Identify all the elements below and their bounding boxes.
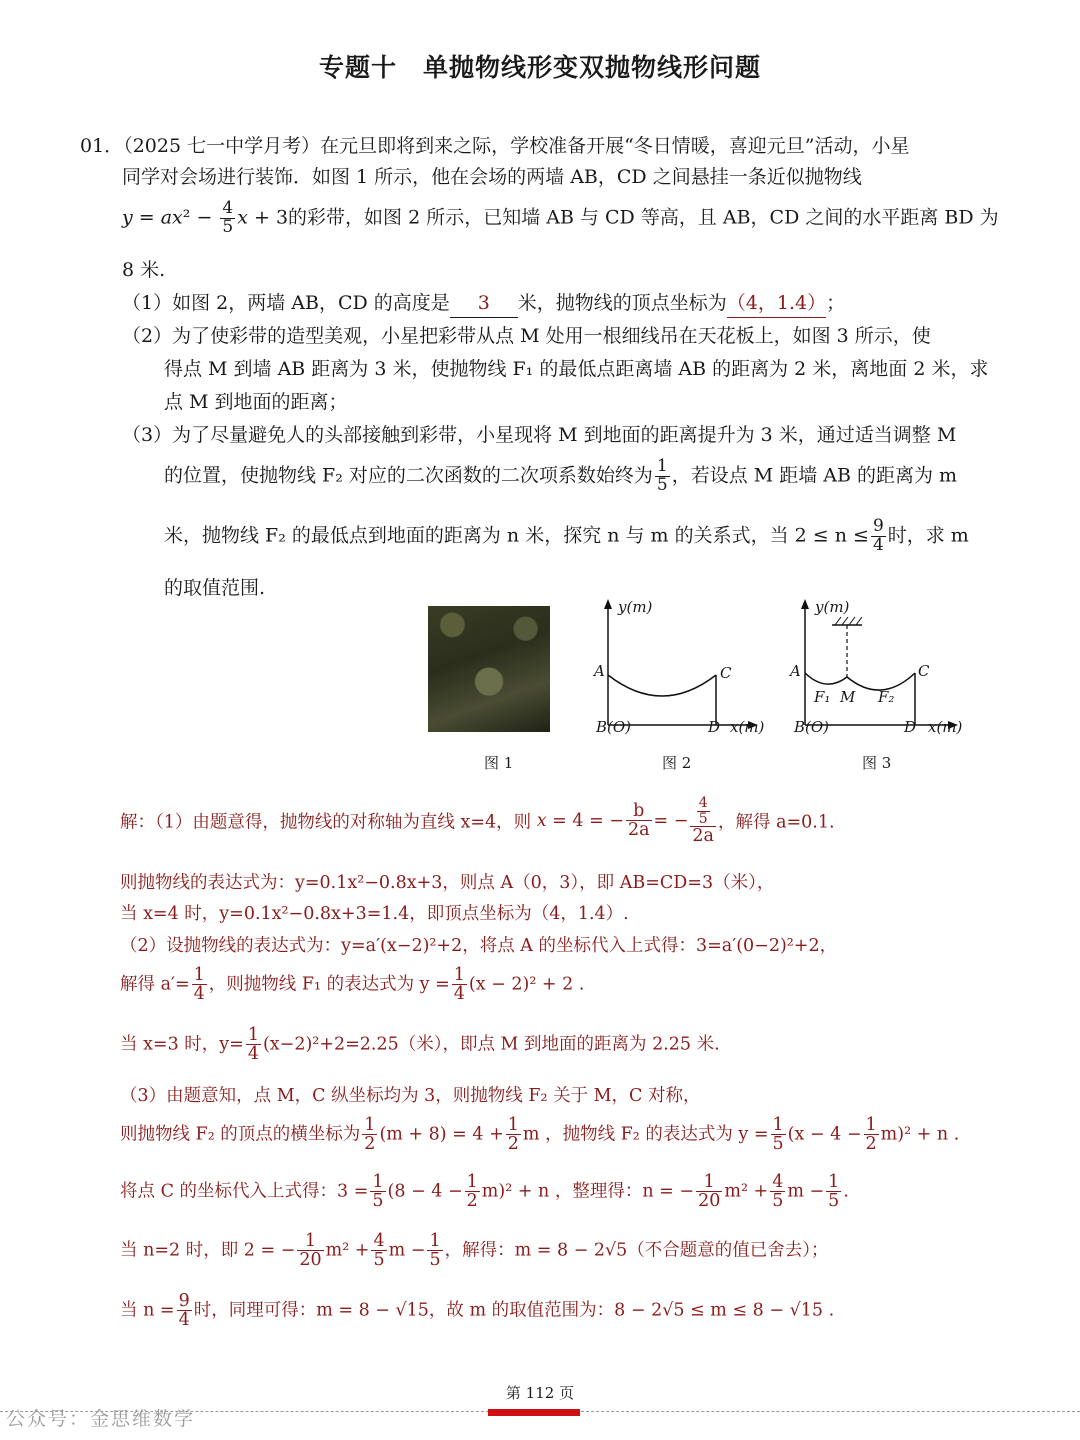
fig3-y-label: y(m) [815,598,850,616]
figure-2-caption: 图 2 [662,754,692,772]
fraction: $\frac{4}{5}$ [373,1231,385,1271]
fraction: $\frac{9}{4}$ [178,1291,190,1331]
solution-line-5: 解得 a′= $\frac{1}{4}$ ，则抛物线 F₁ 的表达式为 y = $\frac{1}{4}$ (x − 2)² + 2 . [120,965,585,1005]
figure-1-caption: 图 1 [484,754,514,772]
fraction: $\frac{4}{5}$ [772,1172,784,1212]
fraction: $\frac{1}{2}$ [466,1172,478,1212]
part1: （1）如图 2，两墙 AB，CD 的高度是 3 米，抛物线的顶点坐标为（4，1.4）； [122,289,845,318]
fraction: $\frac{4}{5}$ [698,795,708,827]
part2-line-3: 点 M 到地面的距离； [164,391,348,413]
watermark: 公众号：金思维数学 [6,1408,196,1430]
fraction: $\frac{1}{5}$ [372,1172,384,1212]
solution-line-1: 解：（1）由题意得，抛物线的对称轴为直线 x=4，则 x = 4 = − $\frac{b}{2a}$ = − $\frac{\frac{4}{5}}{2a}$ ，解得 a=0.1. [120,795,835,847]
fig3-label-f1: F₁ [814,688,831,706]
fig3-x-label: x(m) [928,718,963,736]
fig3-label-bo: B(O) [794,718,830,736]
fig3-label-c: C [918,662,930,680]
part3-line-1: （3）为了尽量避免人的头部接触到彩带，小星现将 M 到地面的距离提升为 3 米，通过适当调整 M [122,424,957,446]
part3-line-2: 的位置，使抛物线 F₂ 对应的二次函数的二次项系数始终为 $\frac{1}{5}$ ，若设点 M 距墙 AB 的距离为 m [164,456,958,495]
answer-blank-2: （4，1.4） [727,289,826,318]
fraction: $\frac{1}{20}$ [698,1172,721,1212]
solution-line-2: 则抛物线的表达式为：y=0.1x²−0.8x+3，则点 A（0，3），即 AB=CD=3（米）， [120,873,775,893]
page-number: 第 112 页 [505,1384,575,1402]
solution-line-9: 将点 C 的坐标代入上式得：3 = $\frac{1}{5}$ (8 − 4 − $\frac{1}{2}$ m)² + n ，整理得：n = − $\frac{1}{20}$ m² + $\frac{4}{5}$ m − $\frac{1}{5}$ . [120,1172,849,1212]
fraction: $\frac{1}{2}$ [507,1115,519,1155]
fraction: $\frac{1}{5}$ [828,1172,840,1212]
fig2-label-d: D [708,718,721,736]
fig3-label-d: D [904,718,917,736]
problem-line-2: 同学对会场进行装饰．如图 1 所示，他在会场的两墙 AB，CD 之间悬挂一条近似抛物线 [122,166,862,188]
fraction: $\frac{1}{2}$ [364,1115,376,1155]
fraction: $\frac{1}{5}$ [772,1115,784,1155]
fig2-y-label: y(m) [618,598,653,616]
problem-number: 01． [80,135,124,157]
fig2-label-a: A [594,662,605,680]
solution-line-3: 当 x=4 时，y=0.1x²−0.8x+3=1.4，即顶点坐标为（4，1.4）. [120,904,629,924]
fraction: $\frac{1}{5}$ [656,456,668,495]
part3-line-3: 米，抛物线 F₂ 的最低点到地面的距离为 n 米，探究 n 与 m 的关系式，当 2 ≤ n ≤ $\frac{9}{4}$ 时，求 m [164,516,969,555]
problem-line-1: 01．（2025 七一中学月考）在元旦即将到来之际，学校准备开展“冬日情暖，喜迎元旦”活动，小星 [80,135,910,157]
problem-line-4: 8 米. [122,259,166,281]
part2-line-1: （2）为了使彩带的造型美观，小星把彩带从点 M 处用一根细线吊在天花板上，如图 3 所示，使 [122,325,931,347]
page-title: 专题十 单抛物线形变双抛物线形问题 [318,53,761,82]
fraction: $\frac{\frac{4}{5}}{2a}$ [692,795,714,847]
problem-line-3: y = ax² − $\frac{4}{5}$ x + 3的彩带，如图 2 所示，已知墙 AB 与 CD 等高，且 AB，CD 之间的水平距离 BD 为 [122,198,999,237]
solution-line-10: 当 n=2 时，即 2 = − $\frac{1}{20}$ m² + $\frac{4}{5}$ m − $\frac{1}{5}$ ，解得：m = 8 − 2√5（不合题意的值已舍去）； [120,1231,829,1271]
fraction: $\frac{b}{2a}$ [627,801,650,841]
fig2-label-bo: B(O) [596,718,632,736]
fraction: $\frac{1}{5}$ [429,1231,441,1271]
solution-line-6: 当 x=3 时，y= $\frac{1}{4}$ (x−2)²+2=2.25（米），即点 M 到地面的距离为 2.25 米. [120,1025,720,1065]
fig2-label-c: C [720,664,732,682]
fraction: $\frac{1}{2}$ [865,1115,877,1155]
fraction: $\frac{1}{20}$ [299,1231,322,1271]
part3-line-4: 的取值范围. [164,577,266,599]
answer-blank-1: 3 [450,289,518,318]
fig2-x-label: x(m) [730,718,765,736]
fraction: $\frac{4}{5}$ [222,198,234,237]
fig3-label-m: M [840,688,856,706]
fraction: $\frac{9}{4}$ [872,516,884,555]
solution-line-11: 当 n = $\frac{9}{4}$ 时，同理可得：m = 8 − √15，故 m 的取值范围为：8 − 2√5 ≤ m ≤ 8 − √15 . [120,1291,835,1331]
figure-3-caption: 图 3 [862,754,892,772]
solution-line-7: （3）由题意知，点 M，C 纵坐标均为 3，则抛物线 F₂ 关于 M，C 对称， [120,1086,701,1106]
fraction: $\frac{1}{4}$ [453,965,465,1005]
solution-line-8: 则抛物线 F₂ 的顶点的横坐标为 $\frac{1}{2}$ (m + 8) = 4 + $\frac{1}{2}$ m ，抛物线 F₂ 的表达式为 y = $\frac{1}{5}$ (x − 4 − $\frac{1}{2}$ m)² + n . [120,1115,960,1155]
fraction: $\frac{1}{4}$ [193,965,205,1005]
figure-1-photo [428,606,550,732]
footer-accent-bar [488,1409,580,1416]
fig3-label-a: A [790,662,801,680]
fraction: $\frac{1}{4}$ [247,1025,259,1065]
solution-line-4: （2）设抛物线的表达式为：y=a′(x−2)²+2，将点 A 的坐标代入上式得：3=a′(0−2)²+2， [120,936,838,956]
part2-line-2: 得点 M 到墙 AB 距离为 3 米，使抛物线 F₁ 的最低点距离墙 AB 的距离为 2 米，离地面 2 米，求 [164,358,989,380]
fig3-label-f2: F₂ [878,688,895,706]
